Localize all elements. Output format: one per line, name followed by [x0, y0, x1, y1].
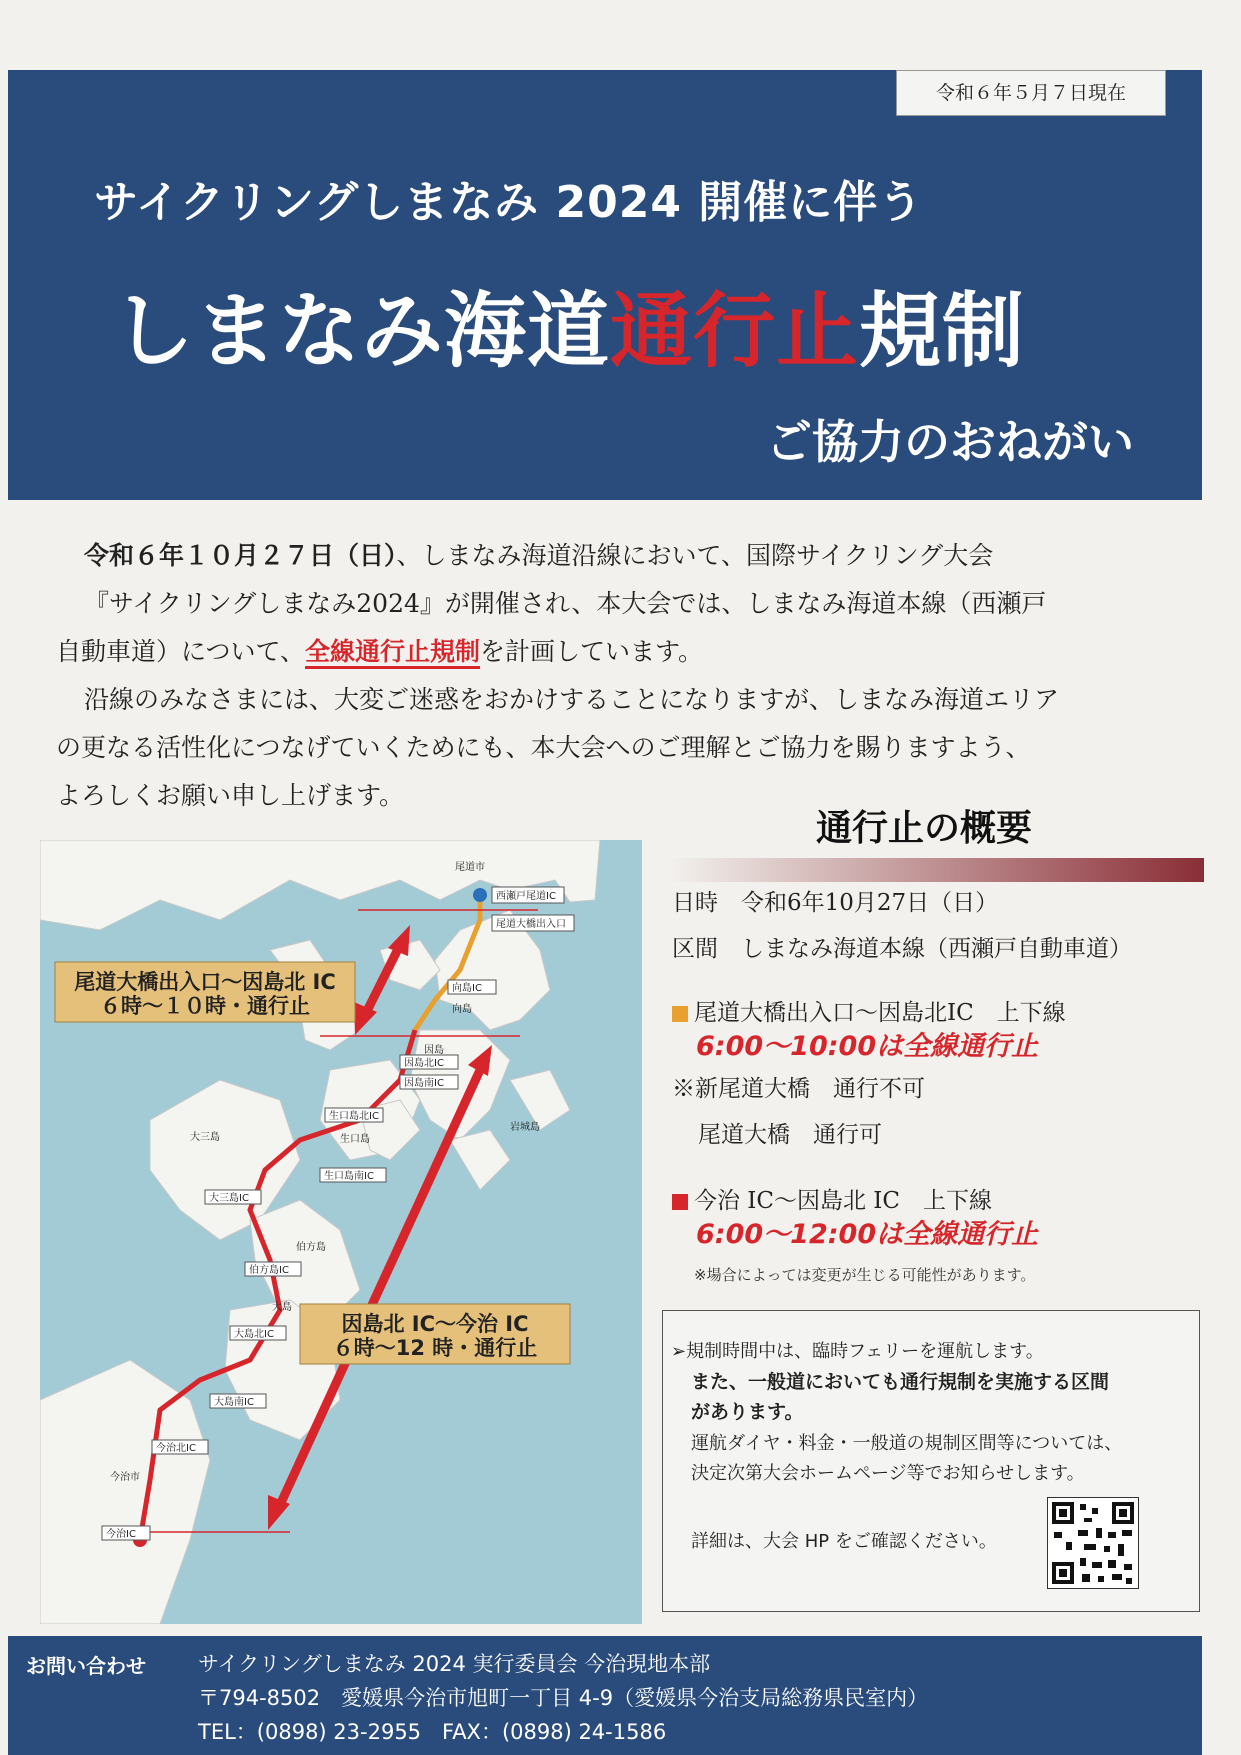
map-label-imabari-city: 今治市 — [110, 1472, 140, 1483]
see-website-line: 詳細は、大会 HP をご確認ください。 — [691, 1531, 997, 1552]
title-red: 通行止 — [610, 284, 860, 379]
intro-para2-3: よろしくお願い申し上げます。 — [56, 781, 405, 810]
summary-date: 日時 令和6年10月27日（日） — [672, 890, 999, 916]
map-label-hakata-ic: 伯方島IC — [249, 1265, 289, 1276]
contact-label: お問い合わせ — [26, 1654, 146, 1678]
segment2-text: 今治 IC～因島北 IC 上下線 — [694, 1188, 992, 1214]
intro-line2: 『サイクリングしまなみ2024』が開催され、本大会では、しまなみ海道本線（西瀬戸 — [84, 589, 1047, 618]
note-old-bridge: 尾道大橋 通行可 — [698, 1122, 882, 1148]
map-label-mukaishima: 向島 — [452, 1004, 472, 1015]
main-title — [112, 266, 1025, 383]
as-of-date: 令和６年５月７日現在 — [896, 70, 1166, 116]
intro-para2-1: 沿線のみなさまには、大変ご迷惑をおかけすることになりますが、しまなみ海道エリア — [84, 685, 1060, 714]
contact-footer — [8, 1636, 1202, 1755]
map-label-onomichi-bridge: 尾道大橋出入口 — [496, 919, 566, 930]
segment1-box-line2: ６時～１０時・通行止 — [100, 994, 310, 1018]
intro-line3-post: を計画しています。 — [480, 637, 704, 666]
highlight-full-closure: 全線通行止規制 — [305, 637, 480, 669]
segment1-box-line1: 尾道大橋出入口～因島北 IC — [74, 970, 336, 994]
intro-para2-2: の更なる活性化につなげていくためにも、本大会へのご理解とご協力を賜りますよう、 — [56, 733, 1031, 762]
info-line4: 運航ダイヤ・料金・一般道の規制区間等については、 — [691, 1433, 1123, 1454]
ferry-info-box — [662, 1310, 1200, 1612]
map-label-omishima-ic: 大三島IC — [209, 1193, 249, 1204]
title-part1: しまなみ海道 — [112, 284, 611, 379]
map-label-imabari-kita-ic: 今治北IC — [156, 1443, 196, 1454]
map-label-nishiseto-ic: 西瀬戸尾道IC — [496, 891, 556, 902]
map-label-oshima: 大島 — [272, 1302, 292, 1313]
map-label-ikuchijima-kita-ic: 生口島北IC — [329, 1111, 379, 1122]
map-label-oshima-kita-ic: 大島北IC — [234, 1329, 274, 1340]
note-new-bridge: ※新尾道大橋 通行不可 — [672, 1076, 925, 1102]
route-map — [40, 840, 642, 1624]
map-label-ikuchijima: 生口島 — [340, 1134, 370, 1145]
segment1-text: 尾道大橋出入口～因島北IC 上下線 — [694, 1000, 1066, 1026]
red-square-icon — [672, 1194, 688, 1210]
map-label-omishima: 大三島 — [190, 1132, 220, 1143]
map-label-innoshima-kita-ic: 因島北IC — [404, 1058, 444, 1069]
event-date: 令和６年１０月２７日（日） — [84, 541, 397, 570]
map-label-innoshima-minami-ic: 因島南IC — [404, 1078, 444, 1089]
segment1-line — [672, 994, 1212, 1027]
contact-org: サイクリングしまなみ 2024 実行委員会 今治現地本部 — [198, 1652, 711, 1676]
change-note: ※場合によっては変更が生じる可能性があります。 — [694, 1266, 1036, 1284]
map-label-iwagi: 岩城島 — [510, 1122, 540, 1133]
title-part2: 規制 — [859, 284, 1026, 379]
map-label-imabari-ic: 今治IC — [106, 1529, 136, 1540]
segment2-time: 6:00～12:00は全線通行止 — [696, 1219, 1039, 1250]
map-label-onomichi-city: 尾道市 — [455, 862, 485, 873]
map-label-oshima-minami-ic: 大島南IC — [214, 1397, 254, 1408]
map-label-ikuchijima-minami-ic: 生口島南IC — [324, 1171, 374, 1182]
contact-phone-fax: TEL：(0898) 23-2955 FAX：(0898) 24-1586 — [198, 1720, 667, 1744]
road-restriction-line2: があります。 — [691, 1401, 804, 1423]
segment2-line — [672, 1182, 1212, 1215]
summary-section: 区間 しまなみ海道本線（西瀬戸自動車道） — [672, 936, 1132, 962]
map-label-hakatajima: 伯方島 — [296, 1242, 326, 1253]
intro-line3-pre: 自動車道）について、 — [56, 637, 306, 666]
orange-square-icon — [672, 1006, 688, 1022]
qr-code-icon[interactable] — [1047, 1497, 1139, 1589]
intro-text — [56, 532, 1116, 820]
segment2-box-line1: 因島北 IC～今治 IC — [341, 1312, 529, 1336]
segment1-time: 6:00～10:00は全線通行止 — [696, 1031, 1039, 1062]
contact-address: 〒794-8502 愛媛県今治市旭町一丁目 4-9（愛媛県今治支局総務県民室内） — [198, 1686, 929, 1710]
please-heading: ご協力のおねがい — [766, 415, 1134, 469]
intro-line1: 、しまなみ海道沿線において、国際サイクリング大会 — [396, 541, 994, 570]
summary-title: 通行止の概要 — [816, 808, 1033, 849]
info-line5: 決定次第大会ホームページ等でお知らせします。 — [691, 1463, 1085, 1484]
map-label-mukaishima-ic: 向島IC — [452, 983, 482, 994]
subtitle: サイクリングしまなみ 2024 開催に伴う — [94, 177, 924, 228]
header-banner — [8, 70, 1202, 500]
ferry-line: ➢規制時間中は、臨時フェリーを運航します。 — [671, 1341, 1044, 1362]
map-label-innoshima: 因島 — [424, 1045, 444, 1056]
segment2-box-line2: ６時～12 時・通行止 — [332, 1336, 538, 1360]
road-restriction-line: また、一般道においても通行規制を実施する区間 — [691, 1371, 1110, 1393]
summary-title-bar — [670, 858, 1204, 882]
